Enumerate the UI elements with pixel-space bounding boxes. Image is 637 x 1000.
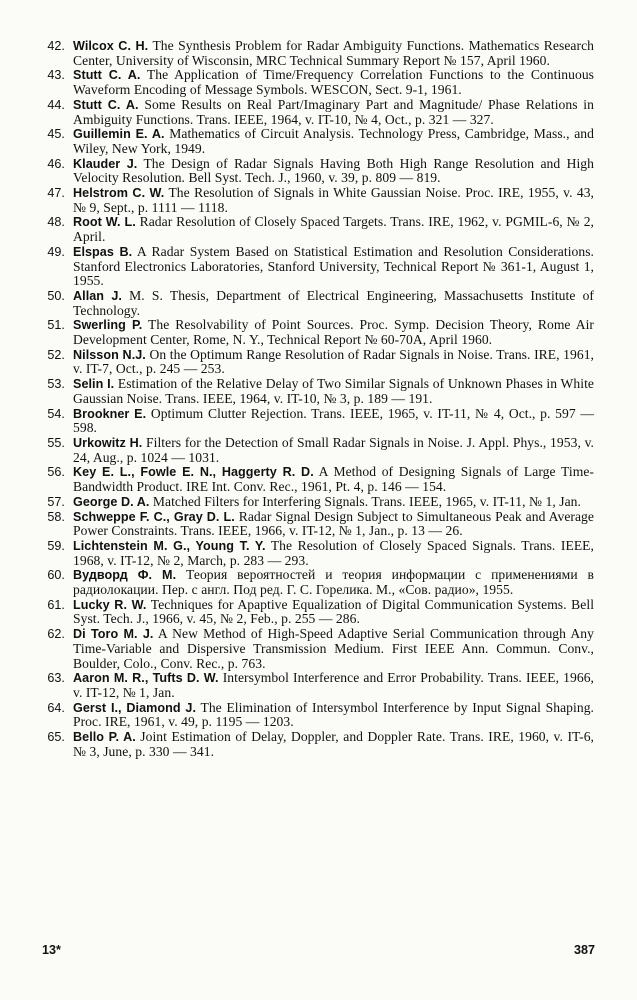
reference-entry xyxy=(34,186,594,215)
reference-text: A Radar System Based on Statistical Estimation and Resolution Considerations. Stanford Electronics Laboratories, Stanford University, Technical Report № 361-1, August 1, 1955. xyxy=(73,243,594,289)
reference-entry xyxy=(34,245,594,289)
reference-number: 61. xyxy=(47,597,65,612)
reference-text: M. S. Thesis, Department of Electrical Engineering, Massachusetts Institute of Technology. xyxy=(73,287,595,318)
reference-authors: Klauder J. xyxy=(73,156,138,171)
reference-entry xyxy=(34,510,594,539)
page-number: 387 xyxy=(573,943,595,957)
reference-text: A Method of Designing Signals of Large Time-Bandwidth Product. IRE Int. Conv. Rec., 1961, Pt. 4, p. 146 — 154. xyxy=(73,464,595,495)
reference-number: 59. xyxy=(47,538,65,553)
reference-text: A New Method of High-Speed Adaptive Serial Communication through Any Time-Variable and Dispersive Transmission Medium. First IEEE Ann. Commun. Conv., Boulder, Colo., Conv. Rec., p. 763. xyxy=(73,626,594,671)
reference-entry xyxy=(34,127,594,156)
reference-entry xyxy=(34,598,594,627)
reference-entry xyxy=(34,495,594,510)
reference-text: The Resolvability of Point Sources. Proc. Symp. Decision Theory, Rome Air Development Center, Rome, N. Y., Technical Report № 60-70A, April 1960. xyxy=(73,317,594,348)
reference-authors: Вудворд Ф. М. xyxy=(73,568,177,583)
reference-text: Joint Estimation of Delay, Doppler, and Doppler Rate. Trans. IRE, 1960, v. IT-6, № 3, June, p. 330 — 341. xyxy=(73,729,595,759)
reference-text: Radar Resolution of Closely Spaced Targets. Trans. IRE, 1962, v. PGMIL-6, № 2, April. xyxy=(73,214,595,245)
reference-authors: Urkowitz H. xyxy=(73,435,143,450)
reference-number: 52. xyxy=(47,347,65,362)
reference-entry xyxy=(34,671,594,700)
reference-number: 58. xyxy=(47,509,65,524)
reference-authors: Di Toro M. J. xyxy=(73,627,154,642)
reference-text: The Elimination of Intersymbol Interference by Input Signal Shaping. Proc. IRE, 1961, v. 49, p. 1195 — 1203. xyxy=(73,699,594,730)
reference-number: 54. xyxy=(47,406,65,421)
reference-authors: Root W. L. xyxy=(73,215,136,230)
reference-authors: Brookner E. xyxy=(73,406,147,421)
reference-authors: Wilcox C. H. xyxy=(73,39,149,53)
reference-authors: Bello P. A. xyxy=(73,730,136,745)
reference-entry xyxy=(34,730,594,759)
reference-entry xyxy=(34,377,594,406)
reference-number: 56. xyxy=(47,465,65,480)
reference-text: Radar Signal Design Subject to Simultaneous Peak and Average Power Constraints. Trans. IEEE, 1966, v. IT-12, № 1, Jan., p. 13 — 26. xyxy=(73,508,594,539)
reference-entry xyxy=(34,348,594,377)
reference-number: 64. xyxy=(47,700,65,715)
reference-authors: Helstrom C. W. xyxy=(73,186,165,201)
reference-authors: Stutt C. A. xyxy=(73,68,141,83)
reference-number: 46. xyxy=(47,156,65,171)
reference-number: 45. xyxy=(47,127,65,142)
reference-text: The Design of Radar Signals Having Both High Range Resolution and High Velocity Resolution. Bell Syst. Tech. J., 1960, v. 39, p. 809 — 819. xyxy=(73,155,594,186)
reference-entry xyxy=(34,701,594,730)
reference-entry xyxy=(34,68,594,97)
reference-text: The Application of Time/Frequency Correlation Functions to the Continuous Waveform Encoding of Message Symbols. WESCON, Sect. 9-1, 1961. xyxy=(73,67,595,98)
reference-authors: Schweppe F. C., Gray D. L. xyxy=(73,509,235,524)
reference-number: 48. xyxy=(47,215,65,230)
reference-authors: George D. A. xyxy=(73,494,150,509)
reference-text: The Synthesis Problem for Radar Ambiguity Functions. Mathematics Research Center, University of Wisconsin, MRC Technical Summary Report № 157, April 1960. xyxy=(73,38,595,68)
reference-number: 53. xyxy=(47,377,65,392)
reference-authors: Gerst I., Diamond J. xyxy=(73,700,197,715)
reference-number: 62. xyxy=(47,627,65,642)
reference-number: 42. xyxy=(47,39,65,53)
reference-number: 55. xyxy=(47,435,65,450)
reference-authors: Aaron M. R., Tufts D. W. xyxy=(73,671,219,686)
reference-number: 47. xyxy=(47,186,65,201)
reference-text: Estimation of the Relative Delay of Two Similar Signals of Unknown Phases in White Gaussian Noise. Trans. IEEE, 1964, v. IT-10, № 3, p. 189 — 191. xyxy=(73,376,594,406)
reference-entry xyxy=(34,318,594,347)
reference-text: Filters for the Detection of Small Radar Signals in Noise. J. Appl. Phys., 1953, v. 24, Aug., p. 1024 — 1031. xyxy=(73,434,594,465)
reference-entry xyxy=(34,568,594,597)
reference-list xyxy=(34,39,594,759)
reference-number: 49. xyxy=(47,244,65,259)
reference-number: 50. xyxy=(47,288,65,303)
reference-entry xyxy=(34,98,594,127)
reference-text: Mathematics of Circuit Analysis. Technology Press, Cambridge, Mass., and Wiley, New York, 1949. xyxy=(73,126,595,156)
reference-authors: Swerling P. xyxy=(73,318,143,333)
reference-authors: Key E. L., Fowle E. N., Haggerty R. D. xyxy=(73,465,314,480)
reference-authors: Stutt C. A. xyxy=(73,97,139,112)
reference-entry xyxy=(34,215,594,244)
reference-text: Теория вероятностей и теория информации с применениями в радиолокации. Пер. с англ. Под ред. Г. С. Горелика. М., «Сов. радио», 1955. xyxy=(73,567,595,598)
reference-number: 44. xyxy=(47,97,65,112)
reference-authors: Selin I. xyxy=(73,377,115,392)
reference-text: On the Optimum Range Resolution of Radar Signals in Noise. Trans. IRE, 1961, v. IT-7, Oct., p. 245 — 253. xyxy=(73,346,595,377)
reference-text: Optimum Clutter Rejection. Trans. IEEE, 1965, v. IT-11, № 4, Oct., p. 597 — 598. xyxy=(73,405,594,436)
reference-entry xyxy=(34,627,594,671)
reference-entry xyxy=(34,539,594,568)
reference-authors: Lichtenstein M. G., Young T. Y. xyxy=(73,538,266,553)
reference-number: 63. xyxy=(47,671,65,686)
reference-authors: Lucky R. W. xyxy=(73,597,147,612)
reference-authors: Allan J. xyxy=(73,288,122,303)
reference-number: 57. xyxy=(47,494,65,509)
reference-text: The Resolution of Signals in White Gaussian Noise. Proc. IRE, 1955, v. 43, № 9, Sept., p. 1111 — 1118. xyxy=(73,185,594,215)
reference-entry xyxy=(34,39,594,68)
reference-number: 60. xyxy=(47,568,65,583)
reference-entry xyxy=(34,157,594,186)
signature-mark: 13* xyxy=(42,943,61,957)
reference-text: Some Results on Real Part/Imaginary Part and Magnitude/ Phase Relations in Ambiguity Functions. Trans. IEEE, 1964, v. IT-10, № 4, Oct., p. 321 — 327. xyxy=(73,96,594,127)
reference-entry xyxy=(34,465,594,494)
reference-text: Techniques for Apaptive Equalization of Digital Communication Systems. Bell Syst. Tech. J., 1966, v. 45, № 2, Feb., p. 255 — 286. xyxy=(73,596,595,627)
reference-authors: Elspas B. xyxy=(73,244,133,259)
reference-number: 51. xyxy=(47,318,65,333)
reference-number: 43. xyxy=(47,68,65,83)
reference-number: 65. xyxy=(47,730,65,745)
reference-text: Intersymbol Interference and Error Probability. Trans. IEEE, 1966, v. IT-12, № 1, Jan. xyxy=(73,670,594,700)
reference-authors: Nilsson N.J. xyxy=(73,347,146,362)
reference-authors: Guillemin E. A. xyxy=(73,127,165,142)
reference-entry xyxy=(34,289,594,318)
reference-text: Matched Filters for Interfering Signals. Trans. IEEE, 1965, v. IT-11, № 1, Jan. xyxy=(152,493,581,509)
reference-text: The Resolution of Closely Spaced Signals. Trans. IEEE, 1968, v. IT-12, № 2, March, p. 283 — 293. xyxy=(73,537,594,568)
reference-entry xyxy=(34,436,594,465)
reference-entry xyxy=(34,407,594,436)
